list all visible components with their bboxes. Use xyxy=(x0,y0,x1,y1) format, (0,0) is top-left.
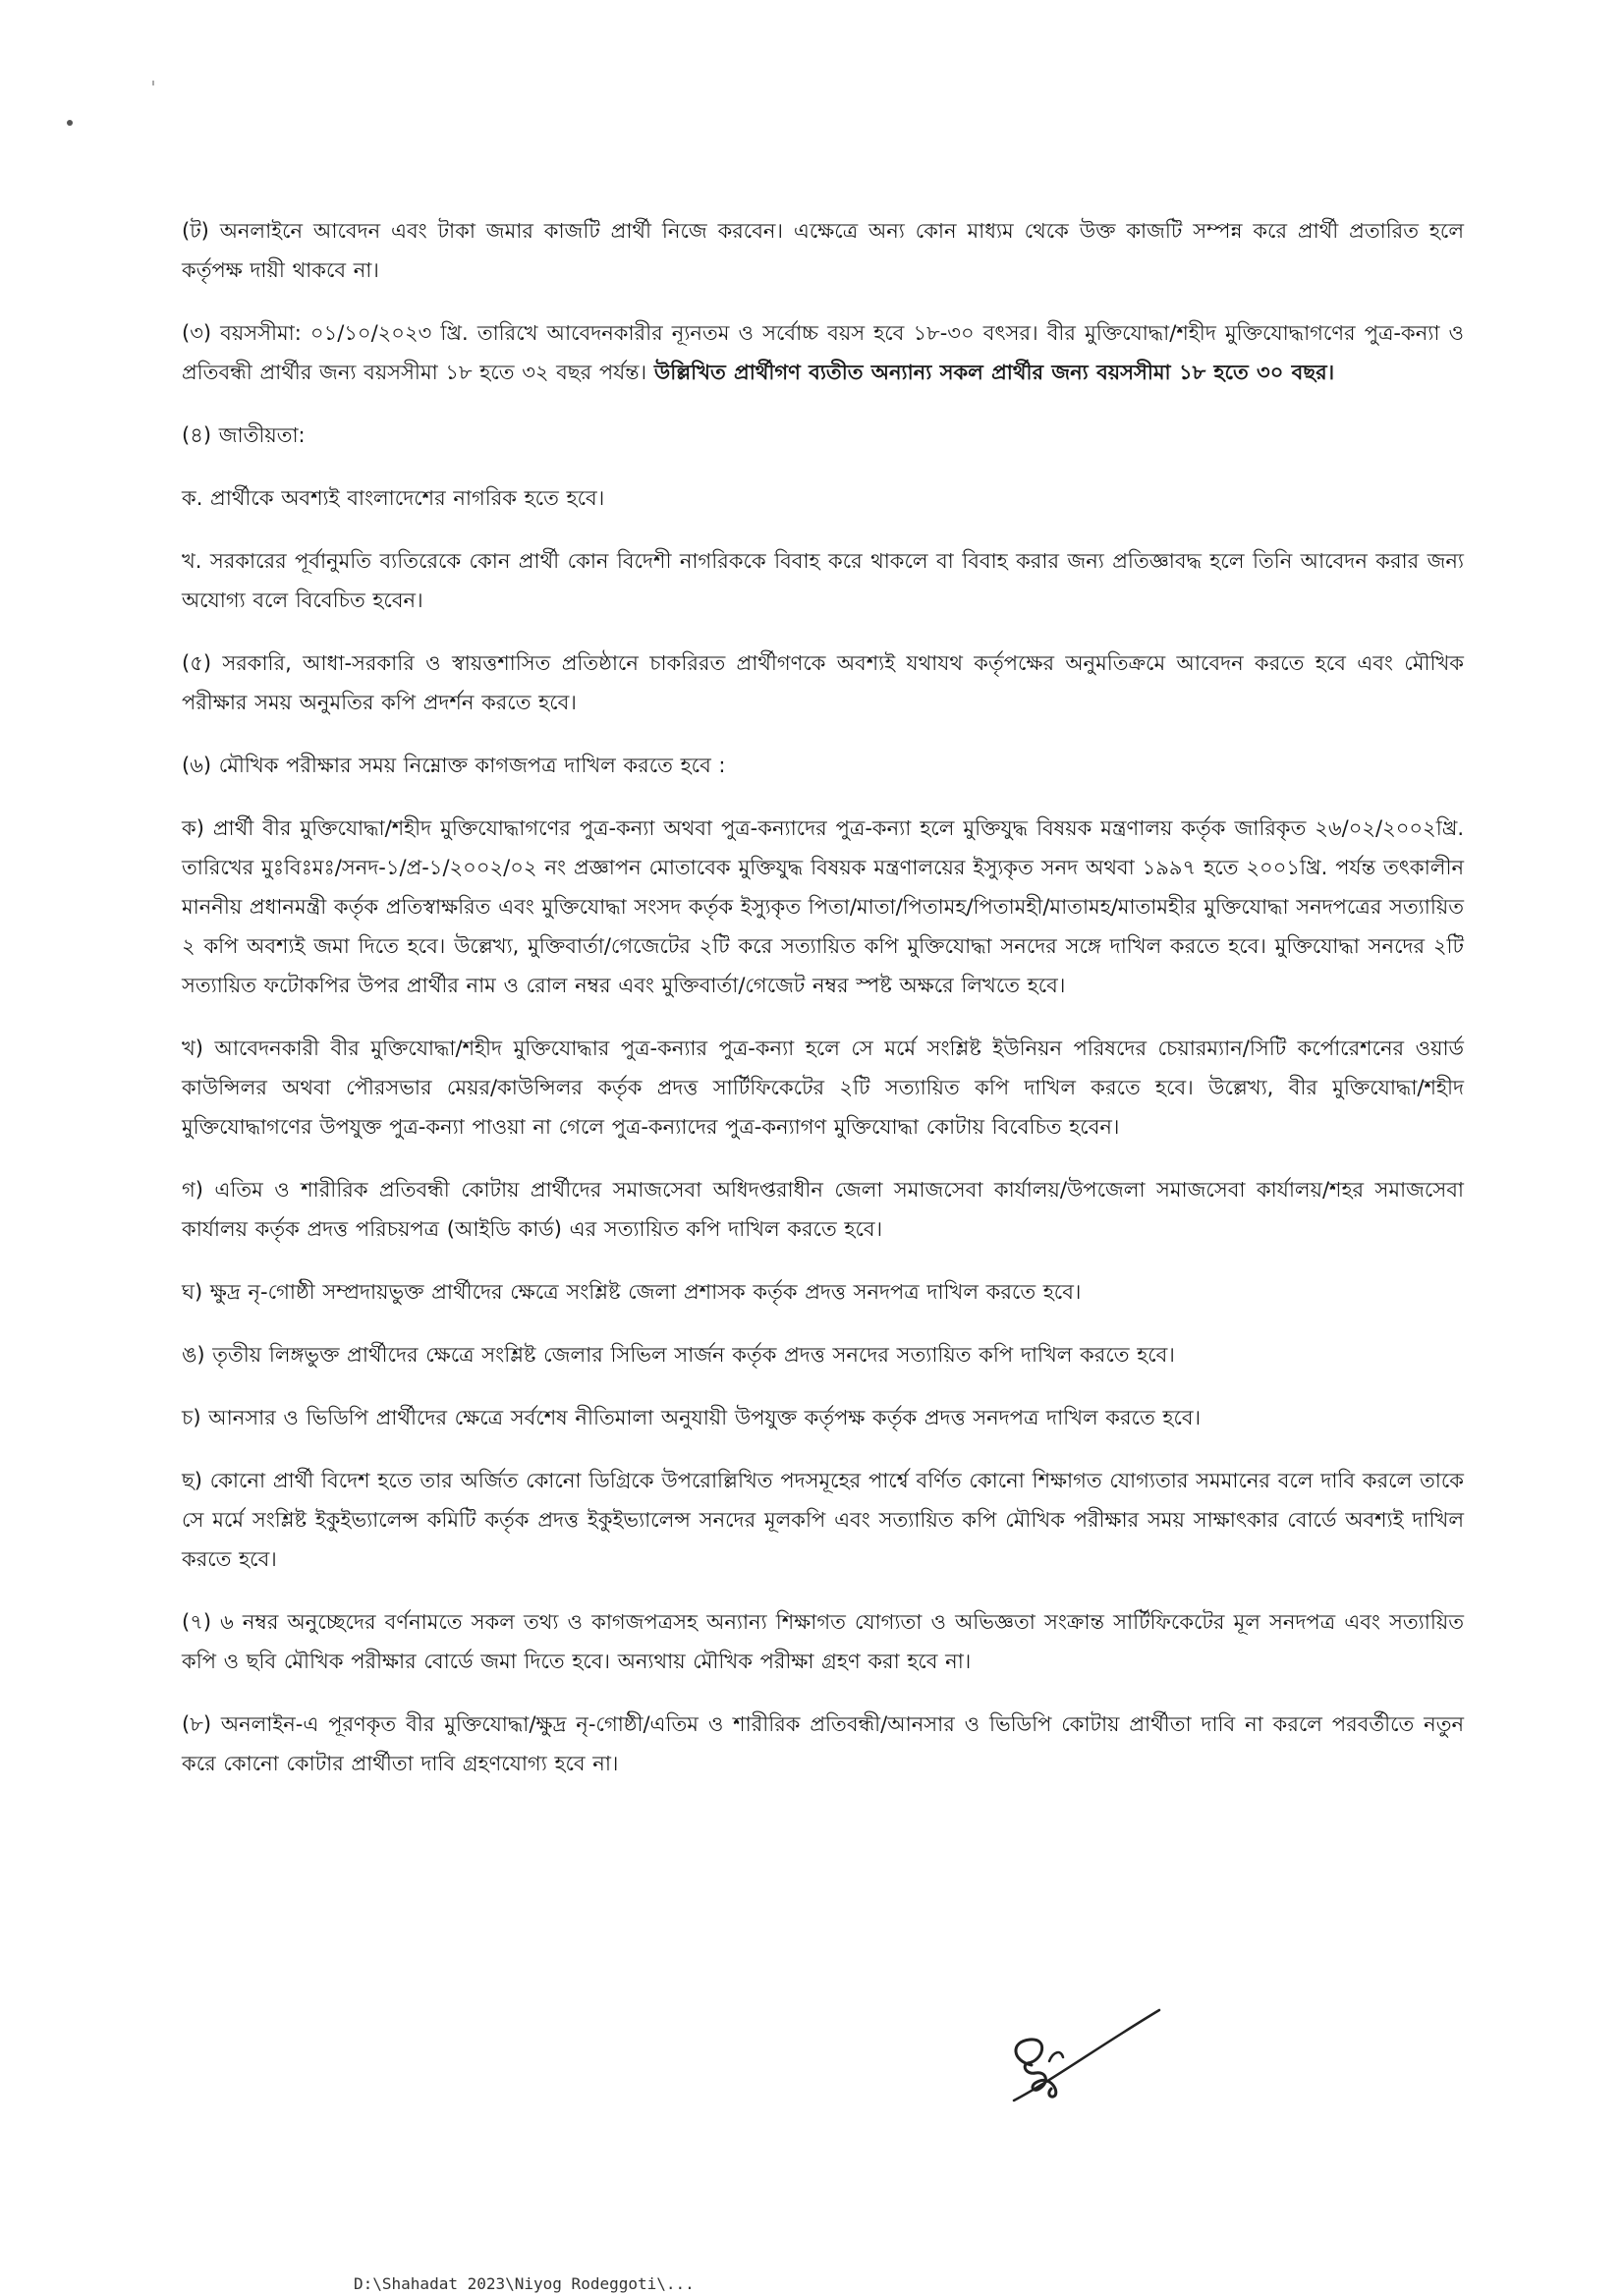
paragraph-ethnic-minority: ঘ) ক্ষুদ্র নৃ-গোষ্ঠী সম্প্রদায়ভুক্ত প্রার্থীদের ক্ষেত্রে সংশ্লিষ্ট জেলা প্রশাসক কর্তৃক প্রদত্ত সনদপত্র দাখিল করতে হবে। xyxy=(182,1280,1082,1304)
paragraph-third-gender: ঙ) তৃতীয় লিঙ্গভুক্ত প্রার্থীদের ক্ষেত্রে সংশ্লিষ্ট জেলার সিভিল সার্জন কর্তৃক প্রদত্ত সনদের সত্যায়িত কপি দাখিল করতে হবে। xyxy=(182,1343,1175,1367)
paragraph-freedom-fighter-quota: ক) প্রার্থী বীর মুক্তিযোদ্ধা/শহীদ মুক্তিযোদ্ধাগণের পুত্র-কন্যা অথবা পুত্র-কন্যাদের পুত্র-কন্যা হলে মুক্তিযুদ্ধ বিষয়ক মন্ত্রণালয় কর্তৃক জারিকৃত ২৬/০২/২০০২খ্রি. তারিখের মুঃবিঃমঃ/সনদ-১/প্র-১/২০০২/০২ নং প্রজ্ঞাপন মোতাবেক মুক্তিযুদ্ধ বিষয়ক মন্ত্রণালয়ের ইস্যুকৃত সনদ অথবা ১৯৯৭ হতে ২০০১খ্রি. পর্যন্ত তৎকালীন মাননীয় প্রধানমন্ত্রী কর্তৃক প্রতিস্বাক্ষরিত এবং মুক্তিযোদ্ধা সংসদ কর্তৃক ইস্যুকৃত পিতা/মাতা/পিতামহ/পিতামহী/মাতামহ/মাতামহীর মুক্তিযোদ্ধা সনদপত্রের সত্যায়িত ২ কপি অবশ্যই জমা দিতে হবে। উল্লেখ্য, মুক্তিবার্তা/গেজেটের ২টি করে সত্যায়িত কপি মুক্তিযোদ্ধা সনদের সঙ্গে দাখিল করতে হবে। মুক্তিযোদ্ধা সনদের ২টি সত্যায়িত ফটোকপির উপর প্রার্থীর নাম ও রোল নম্বর এবং মুক্তিবার্তা/গেজেট নম্বর স্পষ্ট অক্ষরে লিখতে হবে। xyxy=(182,816,1464,997)
footer-file-path: D:\Shahadat 2023\Niyog Rodeggoti\... xyxy=(354,2274,695,2293)
paragraph-quota-claim: (৮) অনলাইন-এ পূরণকৃত বীর মুক্তিযোদ্ধা/ক্ষুদ্র নৃ-গোষ্ঠী/এতিম ও শারীরিক প্রতিবন্ধী/আনসার ও ভিডিপি কোটায় প্রার্থীতা দাবি না করলে পরবর্তীতে নতুন করে কোনো কোটার প্রার্থীতা দাবি গ্রহণযোগ্য হবে না। xyxy=(182,1712,1464,1775)
paragraph-documents-heading: (৬) মৌখিক পরীক্ষার সময় নিম্নোক্ত কাগজপত্র দাখিল করতে হবে : xyxy=(182,754,726,777)
paragraph-government-employees: (৫) সরকারি, আধা-সরকারি ও স্বায়ত্তশাসিত প্রতিষ্ঠানে চাকরিরত প্রার্থীগণকে অবশ্যই যথাযথ কর্তৃপক্ষের অনুমতিক্রমে আবেদন করতে হবে এবং মৌখিক পরীক্ষার সময় অনুমতির কপি প্রদর্শন করতে হবে। xyxy=(182,651,1464,714)
paragraph-original-certificates: (৭) ৬ নম্বর অনুচ্ছেদের বর্ণনামতে সকল তথ্য ও কাগজপত্রসহ অন্যান্য শিক্ষাগত যোগ্যতা ও অভিজ্ঞতা সংক্রান্ত সার্টিফিকেটের মূল সনদপত্র এবং সত্যায়িত কপি ও ছবি মৌখিক পরীক্ষার বোর্ডে জমা দিতে হবে। অন্যথায় মৌখিক পরীক্ষা গ্রহণ করা হবে না। xyxy=(182,1610,1464,1673)
paragraph-orphan-disabled-quota: গ) এতিম ও শারীরিক প্রতিবন্ধী কোটায় প্রার্থীদের সমাজসেবা অধিদপ্তরাধীন জেলা সমাজসেবা কার্যালয়/উপজেলা সমাজসেবা কার্যালয়/শহর সমাজসেবা কার্যালয় কর্তৃক প্রদত্ত পরিচয়পত্র (আইডি কার্ড) এর সত্যায়িত কপি দাখিল করতে হবে। xyxy=(182,1178,1464,1241)
paragraph-nationality-heading: (৪) জাতীয়তা: xyxy=(182,423,306,447)
paragraph-age-limit xyxy=(182,313,1464,392)
age-limit-bold-text: উল্লিখিত প্রার্থীগণ ব্যতীত অন্যান্য সকল প্রার্থীর জন্য বয়সসীমা ১৮ হতে ৩০ বছর। xyxy=(653,361,1335,384)
handwritten-signature xyxy=(992,2004,1169,2102)
paragraph-online-application: (ট) অনলাইনে আবেদন এবং টাকা জমার কাজটি প্রার্থী নিজে করবেন। এক্ষেত্রে অন্য কোন মাধ্যম থেকে উক্ত কাজটি সম্পন্ন করে প্রার্থী প্রতারিত হলে কর্তৃপক্ষ দায়ী থাকবে না। xyxy=(182,219,1464,282)
paragraph-nationality-kha: খ. সরকারের পূর্বানুমতি ব্যতিরেকে কোন প্রার্থী কোন বিদেশী নাগরিককে বিবাহ করে থাকলে বা বিবাহ করার জন্য প্রতিজ্ঞাবদ্ধ হলে তিনি আবেদন করার জন্য অযোগ্য বলে বিবেচিত হবেন। xyxy=(182,549,1464,612)
paragraph-foreign-degree: ছ) কোনো প্রার্থী বিদেশ হতে তার অর্জিত কোনো ডিগ্রিকে উপরোল্লিখিত পদসমূহের পার্শ্বে বর্ণিত কোনো শিক্ষাগত যোগ্যতার সমমানের বলে দাবি করলে তাকে সে মর্মে সংশ্লিষ্ট ইকুইভ্যালেন্স কমিটি কর্তৃক প্রদত্ত ইকুইভ্যালেন্স সনদের মূলকপি এবং সত্যায়িত কপি মৌখিক পরীক্ষার সময় সাক্ষাৎকার বোর্ডে অবশ্যই দাখিল করতে হবে। xyxy=(182,1469,1464,1571)
paragraph-grandchildren-quota: খ) আবেদনকারী বীর মুক্তিযোদ্ধা/শহীদ মুক্তিযোদ্ধার পুত্র-কন্যার পুত্র-কন্যা হলে সে মর্মে সংশ্লিষ্ট ইউনিয়ন পরিষদের চেয়ারম্যান/সিটি কর্পোরেশনের ওয়ার্ড কাউন্সিলর অথবা পৌরসভার মেয়র/কাউন্সিলর কর্তৃক প্রদত্ত সার্টিফিকেটের ২টি সত্যায়িত কপি দাখিল করতে হবে। উল্লেখ্য, বীর মুক্তিযোদ্ধা/শহীদ মুক্তিযোদ্ধাগণের উপযুক্ত পুত্র-কন্যা পাওয়া না গেলে পুত্র-কন্যাদের পুত্র-কন্যাগণ মুক্তিযোদ্ধা কোটায় বিবেচিত হবেন। xyxy=(182,1036,1464,1139)
scan-speck xyxy=(67,120,73,126)
paragraph-ansar-vdp: চ) আনসার ও ভিডিপি প্রার্থীদের ক্ষেত্রে সর্বশেষ নীতিমালা অনুযায়ী উপযুক্ত কর্তৃপক্ষ কর্তৃক প্রদত্ত সনদপত্র দাখিল করতে হবে। xyxy=(182,1406,1202,1429)
age-limit-text: (৩) বয়সসীমা: ০১/১০/২০২৩ খ্রি. তারিখে আবেদনকারীর ন্যূনতম ও সর্বোচ্চ বয়স হবে ১৮-৩০ বৎসর। বীর মুক্তিযোদ্ধা/শহীদ মুক্তিযোদ্ধাগণের পুত্র-কন্যা ও প্রতিবন্ধী প্রার্থীর জন্য বয়সসীমা ১৮ হতে ৩২ বছর পর্যন্ত। xyxy=(182,321,1464,384)
scan-mark xyxy=(152,81,154,85)
document-body xyxy=(182,211,1464,1807)
paragraph-nationality-ka: ক. প্রার্থীকে অবশ্যই বাংলাদেশের নাগরিক হতে হবে। xyxy=(182,486,605,510)
